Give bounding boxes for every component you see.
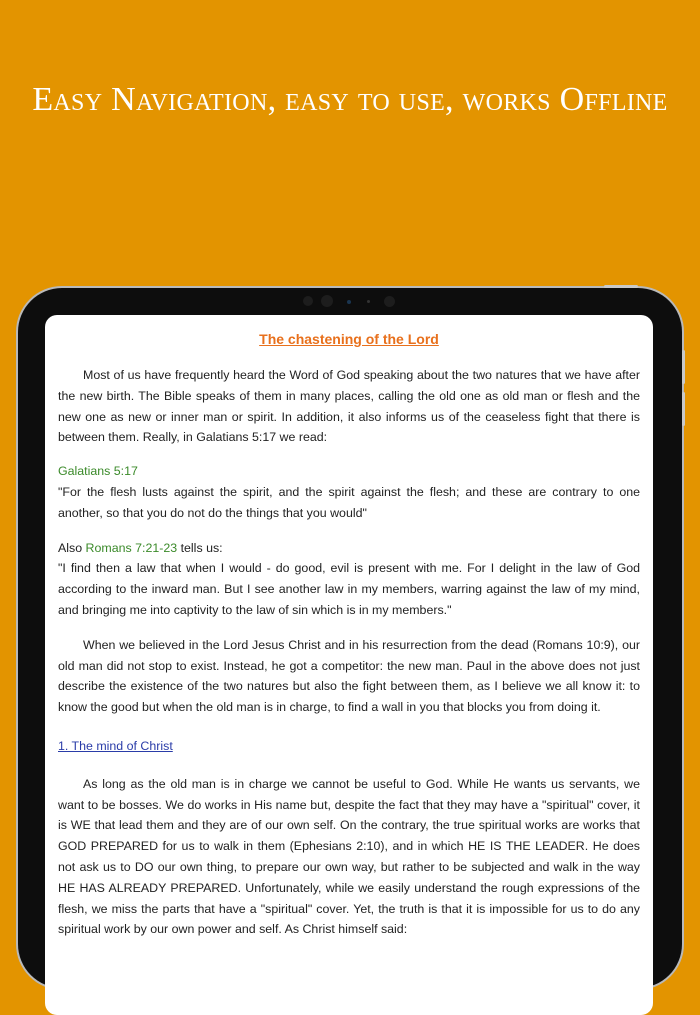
scripture-reference[interactable]: Romans 7:21-23	[85, 540, 178, 555]
paragraph: As long as the old man is in charge we cannot be useful to God. While He wants us servants, we want to be bosses. We do works in His name but, despite the fact that they may have a "spiritual" cover, it is WE that lead them and they are of our own self. On the contrary, the true spiritual works are works that GOD PREPARED for us to walk in them (Ephesians 2:10), and in which HE IS THE LEADER. He does not ask us to DO our own thing, to prepare our own way, but rather to be subjected and walk in the way HE HAS ALREADY PREPARED. Unfortunately, while we easily understand the rough expressions of the flesh, we miss the parts that have a "spiritual" cover. Yet, the truth is that it is impossible for us to do any spiritual work by our own power and self. As Christ himself said:	[58, 776, 640, 937]
scripture-block	[58, 461, 640, 523]
text: tells us:	[177, 540, 223, 555]
sensor-icon	[321, 295, 333, 307]
camera-lens-icon	[347, 300, 351, 304]
promo-headline: Easy Navigation, easy to use, works Offline	[32, 81, 668, 118]
tablet-device-frame	[18, 288, 682, 988]
section-link[interactable]: 1. The mind of Christ	[58, 738, 173, 753]
volume-down-button	[682, 392, 685, 426]
article-title: The chastening of the Lord	[259, 331, 439, 347]
scripture-quote: "I find then a law that when I would - do good, evil is present with me. For I delight in the law of God according to the inward man. But I see another law in my members, warring against the law of my mind, and bringing me into captivity to the law of sin which is in my members."	[58, 561, 640, 617]
paragraph: When we believed in the Lord Jesus Christ and in his resurrection from the dead (Romans 10:9), our old man did not stop to exist. Instead, he got a competitor: the new man. Paul in the above does not just describe the existence of the two natures but also the fight between them, as I believe we all know it: to know the good but when the old man is in charge, to find a wall in you that blocks you from doing it.	[58, 637, 640, 715]
scripture-reference[interactable]: Galatians 5:17	[58, 464, 138, 479]
article	[45, 315, 653, 940]
top-button	[604, 285, 638, 288]
sensor-icon	[367, 300, 370, 303]
sensor-icon	[384, 296, 395, 307]
app-screen	[45, 315, 653, 1015]
paragraph: Most of us have frequently heard the Word of God speaking about the two natures that we have after the new birth. The Bible speaks of them in many places, calling the old one as old man or flesh and the new one as new or inner man or spirit. In addition, it also informs us of the ceaseless fight that there is between them. Really, in Galatians 5:17 we read:	[58, 368, 640, 445]
sensor-icon	[303, 296, 313, 306]
text: Also	[58, 540, 86, 555]
section-heading	[58, 736, 640, 757]
volume-up-button	[682, 350, 685, 384]
scripture-quote: "For the flesh lusts against the spirit, and the spirit against the flesh; and these are contrary to one another, so that you do not do the things that you would"	[58, 484, 640, 520]
scripture-block	[58, 538, 640, 621]
